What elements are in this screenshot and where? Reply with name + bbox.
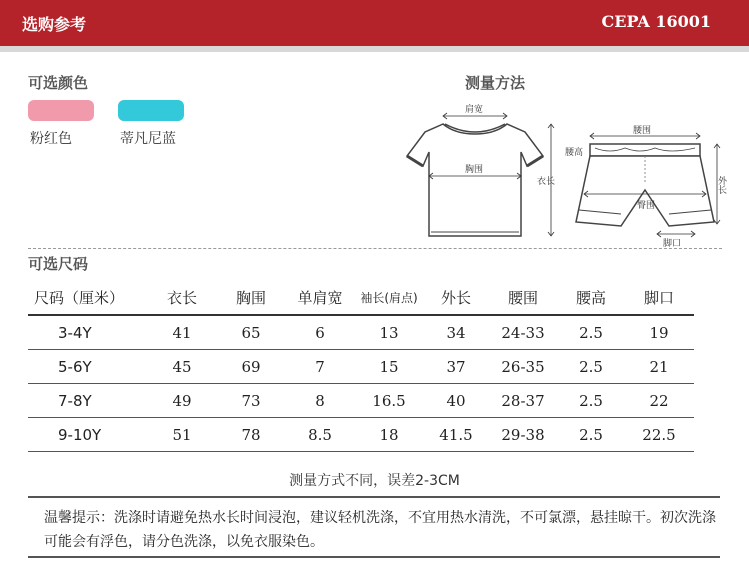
col-chest: 胸围 xyxy=(216,281,286,315)
table-row xyxy=(28,418,694,452)
table-row xyxy=(28,384,694,418)
col-waist: 腰围 xyxy=(488,281,558,315)
cell: 8.5 xyxy=(286,418,354,452)
bottom-divider xyxy=(28,556,720,558)
col-leg-opening: 脚口 xyxy=(624,281,694,315)
cell: 41.5 xyxy=(424,418,488,452)
cell: 41 xyxy=(148,315,216,350)
cell: 2.5 xyxy=(558,315,624,350)
cell-size: 9-10Y xyxy=(28,418,148,452)
cell: 26-35 xyxy=(488,350,558,384)
cell: 24-33 xyxy=(488,315,558,350)
note-divider xyxy=(28,496,720,498)
label-hip: 臀围 xyxy=(637,201,656,211)
cell: 13 xyxy=(354,315,424,350)
section-divider xyxy=(28,248,722,249)
cell: 16.5 xyxy=(354,384,424,418)
cell: 51 xyxy=(148,418,216,452)
label-outer-length: 外长 xyxy=(716,176,726,194)
table-row xyxy=(28,350,694,384)
label-length: 衣长 xyxy=(537,177,556,187)
col-outer-length: 外长 xyxy=(424,281,488,315)
header-title: 选购参考 xyxy=(22,15,87,34)
cell: 37 xyxy=(424,350,488,384)
col-length: 衣长 xyxy=(148,281,216,315)
cell: 6 xyxy=(286,315,354,350)
header-bar xyxy=(0,0,749,46)
label-waist-height: 腰高 xyxy=(565,148,584,158)
cell: 8 xyxy=(286,384,354,418)
cell: 22 xyxy=(624,384,694,418)
size-table xyxy=(28,281,694,452)
leg-opening-arrow xyxy=(657,231,695,237)
cell-size: 5-6Y xyxy=(28,350,148,384)
cell-size: 7-8Y xyxy=(28,384,148,418)
cell-size: 3-4Y xyxy=(28,315,148,350)
size-table-header xyxy=(28,281,694,315)
cell: 34 xyxy=(424,315,488,350)
care-instructions: 温馨提示：洗涤时请避免热水长时间浸泡，建议轻机洗涤，不宜用热水清洗，不可氯漂，悬挂晾干。初次洗涤可能会有浮色，请分色洗涤，以免衣服染色。 xyxy=(44,510,716,550)
cell: 18 xyxy=(354,418,424,452)
tshirt-diagram xyxy=(407,124,543,236)
color-swatch-pink[interactable] xyxy=(28,100,94,121)
label-waist: 腰围 xyxy=(633,126,652,136)
table-row xyxy=(28,315,694,350)
col-sleeve: 袖长(肩点) xyxy=(354,281,424,315)
color-swatch-tiffany-blue[interactable] xyxy=(118,100,184,121)
cell: 45 xyxy=(148,350,216,384)
cell: 22.5 xyxy=(624,418,694,452)
cell: 19 xyxy=(624,315,694,350)
cell: 2.5 xyxy=(558,384,624,418)
cell: 69 xyxy=(216,350,286,384)
color-label-pink: 粉红色 xyxy=(30,131,72,147)
cell: 29-38 xyxy=(488,418,558,452)
cell: 15 xyxy=(354,350,424,384)
cell: 78 xyxy=(216,418,286,452)
col-waist-height: 腰高 xyxy=(558,281,624,315)
cell: 49 xyxy=(148,384,216,418)
cell: 40 xyxy=(424,384,488,418)
cell: 2.5 xyxy=(558,418,624,452)
cell: 73 xyxy=(216,384,286,418)
col-size: 尺码（厘米） xyxy=(28,281,148,315)
measurement-diagram xyxy=(395,90,735,260)
label-shoulder: 肩宽 xyxy=(465,105,484,115)
label-leg-opening: 脚口 xyxy=(663,239,682,249)
measurement-note: 测量方式不同，误差2-3CM xyxy=(289,473,460,489)
label-chest: 胸围 xyxy=(465,165,484,175)
cell: 7 xyxy=(286,350,354,384)
colors-title: 可选颜色 xyxy=(28,74,89,92)
cell: 2.5 xyxy=(558,350,624,384)
cell: 28-37 xyxy=(488,384,558,418)
measure-title: 测量方法 xyxy=(465,74,526,92)
cell: 65 xyxy=(216,315,286,350)
color-label-tiffany-blue: 蒂凡尼蓝 xyxy=(120,131,176,147)
col-shoulder: 单肩宽 xyxy=(286,281,354,315)
size-title: 可选尺码 xyxy=(28,255,89,273)
cell: 21 xyxy=(624,350,694,384)
product-code: CEPA 16001 xyxy=(601,12,711,31)
header-shadow xyxy=(0,46,749,52)
